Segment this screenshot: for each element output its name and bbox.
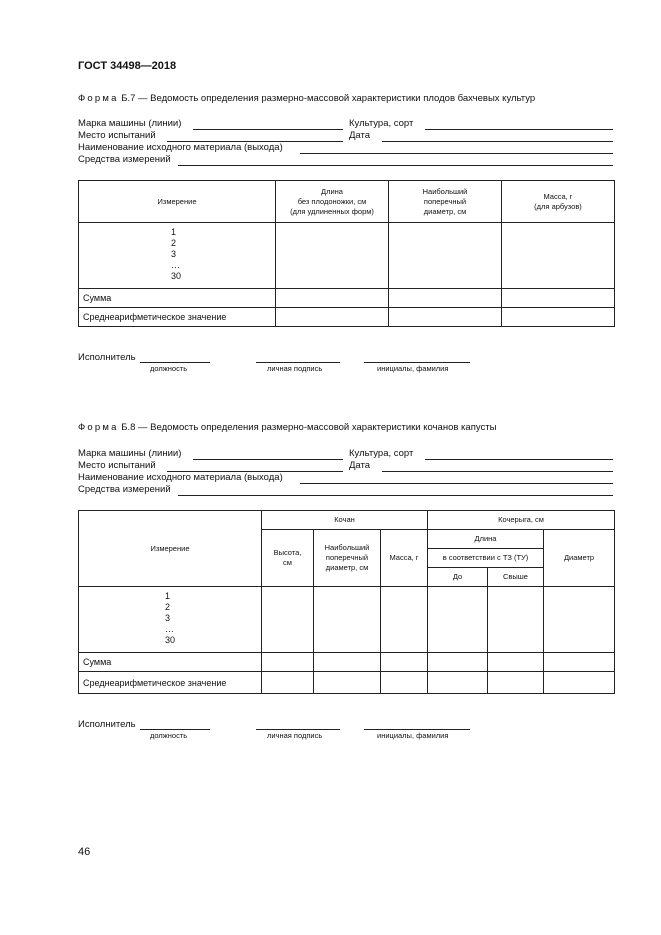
b7-signature-line[interactable] xyxy=(256,362,340,363)
page-number: 46 xyxy=(78,846,91,858)
b8-cell-mass[interactable] xyxy=(381,587,428,653)
form-b7-caption-word: Форма xyxy=(78,93,119,104)
b7-row-num-2: 2 xyxy=(171,238,177,248)
b7-avg-mass[interactable] xyxy=(502,308,615,327)
b8-signature-caption: личная подпись xyxy=(267,731,323,740)
form-b8-date-label: Дата xyxy=(349,460,371,471)
form-b7-crop-label: Культура, сорт xyxy=(349,118,414,129)
b8-sum-stump-diameter[interactable] xyxy=(544,653,615,672)
b8-col-diameter xyxy=(314,530,381,587)
form-b7-caption xyxy=(78,93,535,104)
form-b8-caption xyxy=(78,422,496,433)
b8-group-stump: Кочерыга, см xyxy=(428,511,615,530)
b8-signature-line[interactable] xyxy=(256,729,340,730)
b8-col-diameter-l2: поперечный xyxy=(325,553,369,562)
b7-cell-diameter[interactable] xyxy=(389,223,502,289)
b7-col-mass-l2: (для арбузов) xyxy=(534,201,582,211)
b7-col-length xyxy=(276,181,389,223)
b8-avg-to[interactable] xyxy=(428,672,488,694)
b8-cell-height[interactable] xyxy=(262,587,314,653)
b8-avg-height[interactable] xyxy=(262,672,314,694)
form-b7-crop-line[interactable] xyxy=(425,129,613,130)
form-b7-material-line[interactable] xyxy=(300,153,613,154)
b8-col-to: До xyxy=(428,568,488,587)
form-b7-table xyxy=(78,180,615,327)
b7-position-caption: должность xyxy=(150,364,188,373)
b7-row-num-3: 3 xyxy=(171,249,177,259)
b8-row-num-3: 3 xyxy=(165,613,171,623)
form-b8-material-line[interactable] xyxy=(300,483,613,484)
b7-executor-label: Исполнитель xyxy=(78,352,136,363)
b7-col-diameter-l3: диаметр, см xyxy=(423,206,467,216)
b8-col-over: Свыше xyxy=(488,568,544,587)
b8-avg-diameter[interactable] xyxy=(314,672,381,694)
b7-signature-caption: личная подпись xyxy=(267,364,323,373)
b7-initials-line[interactable] xyxy=(364,362,470,363)
form-b7-caption-text: Б.7 — Ведомость определения размерно-массовой характеристики плодов бахчевых культур xyxy=(121,93,536,104)
b8-avg-over[interactable] xyxy=(488,672,544,694)
b7-col-mass xyxy=(502,181,615,223)
b8-executor-label: Исполнитель xyxy=(78,719,136,730)
b8-col-diameter-l1: Наибольший xyxy=(324,543,370,552)
b8-cell-stump-diameter[interactable] xyxy=(544,587,615,653)
b8-col-mass: Масса, г xyxy=(381,530,428,587)
b8-sum-diameter[interactable] xyxy=(314,653,381,672)
form-b8-table xyxy=(78,510,615,694)
form-b7-instruments-line[interactable] xyxy=(178,165,613,166)
form-b8-material-label: Наименование исходного материала (выхода) xyxy=(78,472,283,483)
form-b8-date-line[interactable] xyxy=(382,471,613,472)
b7-sum-mass[interactable] xyxy=(502,289,615,308)
form-b7-date-line[interactable] xyxy=(382,141,613,142)
b8-sum-label: Сумма xyxy=(79,653,262,672)
b7-initials-caption: инициалы, фамилия xyxy=(377,364,449,373)
form-b8-machine-label: Марка машины (линии) xyxy=(78,448,182,459)
document-standard-header: ГОСТ 34498—2018 xyxy=(78,60,177,72)
b8-row-numbers xyxy=(79,587,262,653)
b8-group-head: Кочан xyxy=(262,511,428,530)
b8-sum-over[interactable] xyxy=(488,653,544,672)
b7-cell-length[interactable] xyxy=(276,223,389,289)
b8-row-num-1: 1 xyxy=(165,591,171,601)
b8-col-height-l2: см xyxy=(283,558,292,567)
b8-sub-length: Длина xyxy=(428,530,544,549)
b7-row-num-30: 30 xyxy=(171,271,182,281)
b7-col-length-l3: (для удлиненных форм) xyxy=(290,206,374,216)
form-b8-crop-line[interactable] xyxy=(425,459,613,460)
form-b7-machine-line[interactable] xyxy=(193,129,343,130)
b7-col-mass-l1: Масса, г xyxy=(543,191,573,201)
form-b8-caption-text: Б.8 — Ведомость определения размерно-массовой характеристики кочанов капусты xyxy=(121,422,497,433)
form-b8-instruments-label: Средства измерений xyxy=(78,484,171,495)
b8-row-num-2: 2 xyxy=(165,602,171,612)
b7-sum-label: Сумма xyxy=(79,289,276,308)
b8-initials-line[interactable] xyxy=(364,729,470,730)
b7-col-diameter-l2: поперечный xyxy=(423,196,467,206)
b8-sub-spec: в соответствии с ТЗ (ТУ) xyxy=(428,549,544,568)
b8-row-num-ellipsis: … xyxy=(165,624,174,634)
form-b7-machine-label: Марка машины (линии) xyxy=(78,118,182,129)
b7-row-numbers xyxy=(79,223,276,289)
form-b7-place-label: Место испытаний xyxy=(78,130,156,141)
b8-position-caption: должность xyxy=(150,731,188,740)
b8-avg-label: Среднеарифметическое значение xyxy=(79,672,262,694)
b7-avg-label: Среднеарифметическое значение xyxy=(79,308,276,327)
form-b7-date-label: Дата xyxy=(349,130,371,141)
b7-col-length-l1: Длина xyxy=(321,186,343,196)
b8-avg-mass[interactable] xyxy=(381,672,428,694)
b7-avg-diameter[interactable] xyxy=(389,308,502,327)
b7-sum-diameter[interactable] xyxy=(389,289,502,308)
form-b8-caption-word: Форма xyxy=(78,422,119,433)
b8-initials-caption: инициалы, фамилия xyxy=(377,731,449,740)
b7-cell-mass[interactable] xyxy=(502,223,615,289)
b8-sum-mass[interactable] xyxy=(381,653,428,672)
b7-col-length-l2: без плодоножки, см xyxy=(297,196,367,206)
b8-col-diameter-l3: диаметр, см xyxy=(325,563,369,572)
b8-col-measure: Измерение xyxy=(79,511,262,587)
b8-col-height xyxy=(262,530,314,587)
form-b8-machine-line[interactable] xyxy=(193,459,343,460)
b7-avg-length[interactable] xyxy=(276,308,389,327)
form-b8-crop-label: Культура, сорт xyxy=(349,448,414,459)
b7-col-diameter-l1: Наибольший xyxy=(422,186,468,196)
b7-row-num-ellipsis: … xyxy=(171,260,180,270)
b7-col-measure: Измерение xyxy=(79,181,276,223)
b7-sum-length[interactable] xyxy=(276,289,389,308)
b8-sum-to[interactable] xyxy=(428,653,488,672)
b8-cell-over[interactable] xyxy=(488,587,544,653)
b8-row-num-30: 30 xyxy=(165,635,176,645)
form-b7-instruments-label: Средства измерений xyxy=(78,154,171,165)
b7-position-line[interactable] xyxy=(140,362,210,363)
b8-cell-diameter[interactable] xyxy=(314,587,381,653)
b8-position-line[interactable] xyxy=(140,729,210,730)
b7-row-num-1: 1 xyxy=(171,227,177,237)
b8-sum-height[interactable] xyxy=(262,653,314,672)
b8-cell-to[interactable] xyxy=(428,587,488,653)
form-b7-material-label: Наименование исходного материала (выхода) xyxy=(78,142,283,153)
b7-col-diameter xyxy=(389,181,502,223)
b8-avg-stump-diameter[interactable] xyxy=(544,672,615,694)
form-b8-place-label: Место испытаний xyxy=(78,460,156,471)
b8-col-height-l1: Высота, xyxy=(273,548,302,557)
b8-col-stump-diameter: Диаметр xyxy=(544,530,615,587)
form-b8-instruments-line[interactable] xyxy=(178,495,613,496)
